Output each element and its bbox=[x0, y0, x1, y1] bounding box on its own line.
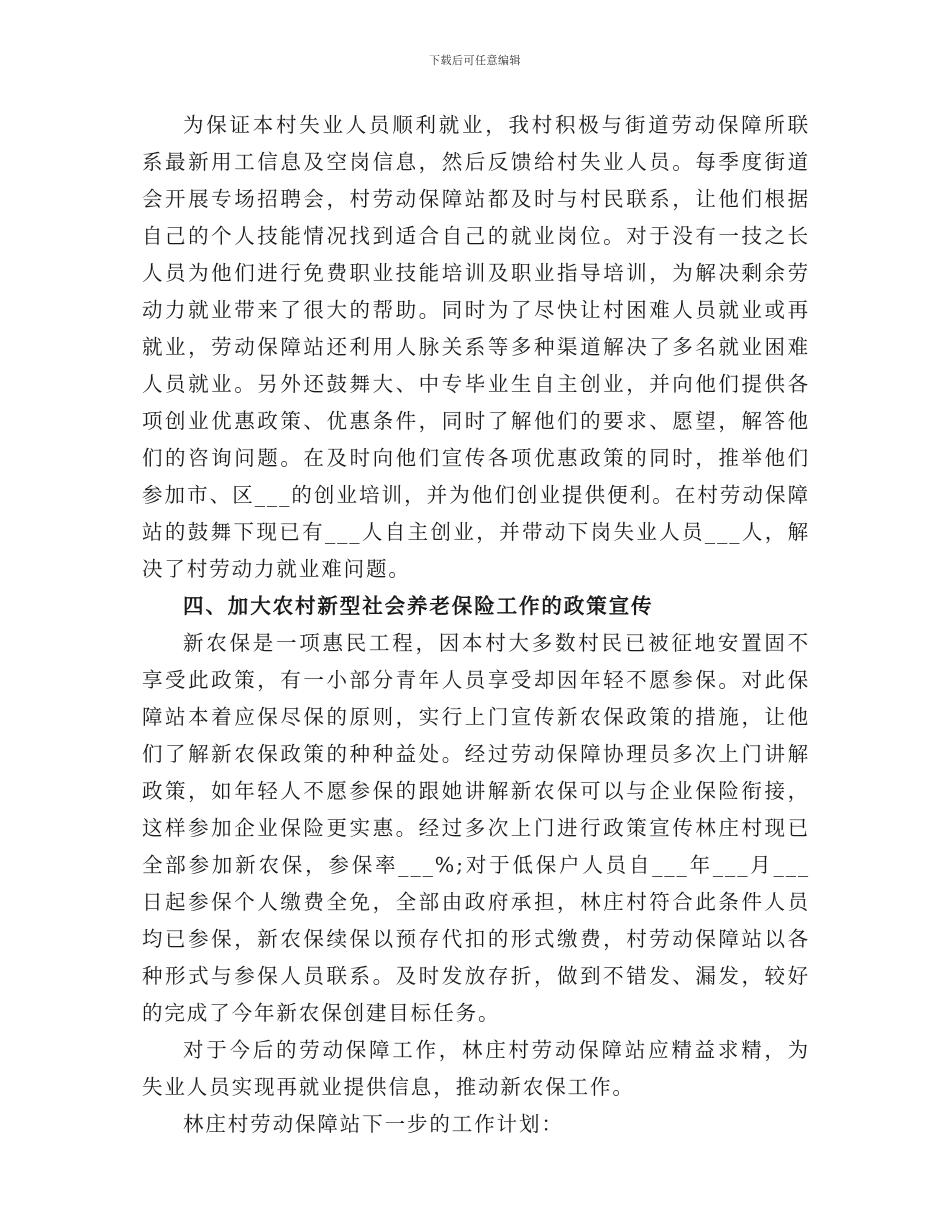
paragraph-employment: 为保证本村失业人员顺利就业，我村积极与街道劳动保障所联系最新用工信息及空岗信息，然后反馈给村失业人员。每季度街道会开展专场招聘会，村劳动保障站都及时与村民联系，让他们根据自己的个人技能情况找到适合自己的就业岗位。对于没有一技之长人员为他们进行免费职业技能培训及职业指导培训，为解决剩余劳动力就业带来了很大的帮助。同时为了尽快让村困难人员就业或再就业，劳动保障站还利用人脉关系等多种渠道解决了多名就业困难人员就业。另外还鼓舞大、中专毕业生自主创业，并向他们提供各项创业优惠政策、优惠条件，同时了解他们的要求、愿望，解答他们的咨询问题。在及时向他们宣传各项优惠政策的同时，推举他们参加市、区___的创业培训，并为他们创业提供便利。在村劳动保障站的鼓舞下现已有___人自主创业，并带动下岗失业人员___人，解决了村劳动力就业难问题。 bbox=[142, 113, 810, 581]
page-header-note: 下载后可任意编辑 bbox=[429, 54, 521, 67]
section-heading-4: 四、加大农村新型社会养老保险工作的政策宣传 bbox=[183, 594, 654, 618]
paragraph-next-plan: 林庄村劳动保障站下一步的工作计划： bbox=[183, 1112, 564, 1136]
document-body bbox=[142, 107, 810, 1143]
paragraph-future-work: 对于今后的劳动保障工作，林庄村劳动保障站应精益求精，为失业人员实现再就业提供信息，推动新农保工作。 bbox=[142, 1038, 810, 1099]
paragraph-pension-insurance: 新农保是一项惠民工程，因本村大多数村民已被征地安置固不享受此政策，有一小部分青年人员享受却因年轻不愿参保。对此保障站本着应保尽保的原则，实行上门宣传新农保政策的措施，让他们了解新农保政策的种种益处。经过劳动保障协理员多次上门讲解政策，如年轻人不愿参保的跟她讲解新农保可以与企业保险衔接，这样参加企业保险更实惠。经过多次上门进行政策宣传林庄村现已全部参加新农保，参保率___%;对于低保户人员自___年___月___日起参保个人缴费全免，全部由政府承担，林庄村符合此条件人员均已参保，新农保续保以预存代扣的形式缴费，村劳动保障站以各种形式与参保人员联系。及时发放存折，做到不错发、漏发，较好的完成了今年新农保创建目标任务。 bbox=[142, 631, 810, 1025]
